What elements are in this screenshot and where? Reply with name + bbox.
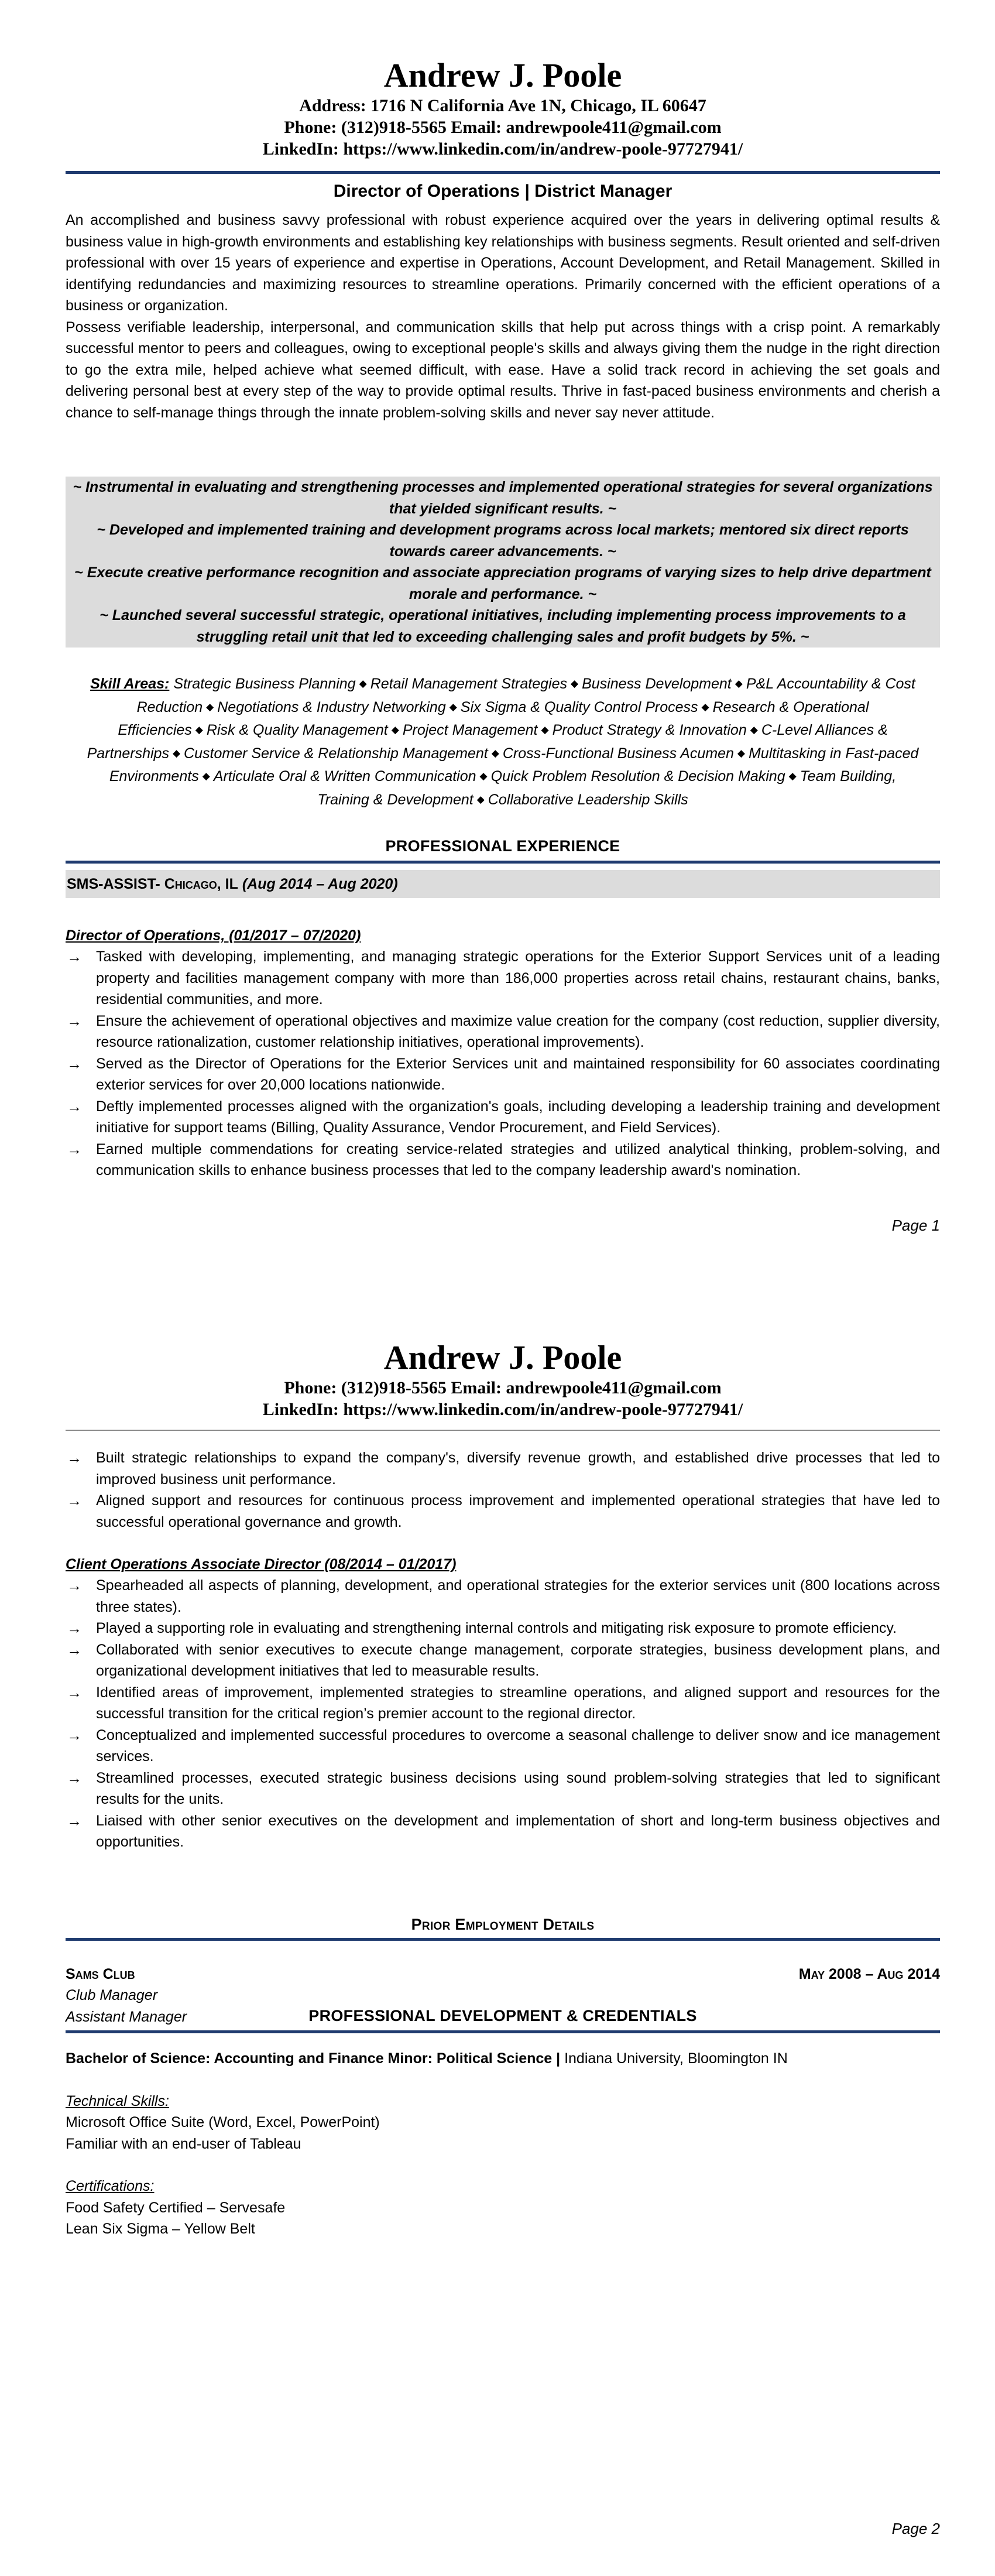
arrow-bullet-icon: →: [67, 1726, 82, 1744]
skill-item: Risk & Quality Management: [206, 722, 388, 738]
prior-employer: Sams Club: [66, 1966, 135, 1982]
diamond-bullet-icon: ◆: [206, 701, 214, 712]
list-item: → Played a supporting role in evaluating and strengthening internal controls and mitigating risk exposure to promote efficiency.: [66, 1618, 940, 1639]
role-title: Director of Operations, (01/2017 – 07/2020): [66, 927, 361, 944]
highlight-item: ~ Developed and implemented training and development programs across local markets; mentored six direct reports towards career advancements. ~: [97, 522, 909, 560]
skill-item: Project Management: [402, 722, 538, 738]
skill-item: Strategic Business Planning: [173, 676, 356, 692]
highlights-box: [66, 477, 940, 648]
technical-skill-item: Familiar with an end-user of Tableau: [66, 2135, 301, 2152]
diamond-bullet-icon: ◆: [788, 770, 797, 782]
prior-employment-block: [66, 1964, 940, 1985]
header-divider: [66, 171, 940, 174]
experience-divider: [66, 861, 940, 864]
diamond-bullet-icon: ◆: [750, 724, 758, 735]
diamond-bullet-icon: ◆: [491, 747, 499, 759]
diamond-bullet-icon: ◆: [195, 724, 203, 735]
summary-paragraph: Possess verifiable leadership, interpersonal, and communication skills that help put across things with a crisp point. A remarkably successful mentor to peers and colleagues, owing to exceptional people's skills and always giving them the nudge in the right direction to go the extra mile, helped achieve what seemed difficult, with ease. Have a solid track record in achieving the set goals and delivering personal best at every step of the way to provide optimal results. Thrive in fast-paced business environments and cherish a chance to self-manage things through the innate problem-solving skills and never say never attitude.: [66, 318, 940, 421]
degree-school: Indiana University, Bloomington IN: [560, 2050, 788, 2067]
prior-dates: May 2008 – Aug 2014: [798, 1966, 940, 1982]
certifications-label: Certifications:: [66, 2178, 155, 2194]
role-bullets: [66, 1575, 940, 1853]
phone-email-line: Phone: (312)918-5565 Email: andrewpoole411@gmail.com: [284, 1378, 722, 1397]
development-block: [66, 2048, 940, 2240]
role-title: Client Operations Associate Director (08/2014 – 01/2017): [66, 1556, 457, 1573]
phone-email-line: Phone: (312)918-5565 Email: andrewpoole411@gmail.com: [284, 118, 722, 137]
skill-item: Cross-Functional Business Acumen: [502, 745, 734, 762]
prior-employment-title: Prior Employment Details: [411, 1916, 595, 1933]
certification-item: Food Safety Certified – Servesafe: [66, 2199, 286, 2216]
diamond-bullet-icon: ◆: [391, 724, 399, 735]
list-item: → Collaborated with senior executives to execute change management, corporate strategies, business development plans, and organizational development initiatives that led to measurable results.: [66, 1639, 940, 1682]
list-item: → Identified areas of improvement, implemented strategies to streamline operations, and aligned support and resources for the successful transition for the critical region’s premier account to the regional director.: [66, 1682, 940, 1725]
arrow-bullet-icon: →: [67, 1811, 82, 1830]
arrow-bullet-icon: →: [67, 1449, 82, 1467]
development-title: PROFESSIONAL DEVELOPMENT & CREDENTIALS: [308, 2007, 697, 2025]
company-dates: (Aug 2014 – Aug 2020): [242, 876, 398, 892]
company-bar: [66, 870, 940, 898]
skill-item: Multitasking in Fast-paced Environments: [109, 745, 919, 785]
arrow-bullet-icon: →: [67, 1769, 82, 1787]
certification-item: Lean Six Sigma – Yellow Belt: [66, 2221, 255, 2237]
skill-item: P&L Accountability & Cost Reduction: [136, 676, 915, 715]
skill-item: Negotiations & Industry Networking: [217, 698, 446, 715]
technical-skills-label: Technical Skills:: [66, 2092, 169, 2109]
list-item: → Conceptualized and implemented successful procedures to overcome a seasonal challenge to deliver snow and ice management services.: [66, 1725, 940, 1767]
skill-item: Product Strategy & Innovation: [552, 722, 747, 738]
list-item: → Streamlined processes, executed strategic business decisions using sound problem-solving strategies that led to significant results for the units.: [66, 1767, 940, 1810]
diamond-bullet-icon: ◆: [476, 793, 485, 805]
diamond-bullet-icon: ◆: [172, 747, 181, 759]
skill-areas-label: Skill Areas:: [90, 676, 170, 692]
skill-item: Research & Operational Efficiencies: [118, 698, 869, 738]
list-item: → Earned multiple commendations for creating service-related strategies and utilized analytical thinking, problem-solving, and communication skills to enhance business processes that led to the company leadership award's nomination.: [66, 1139, 940, 1181]
diamond-bullet-icon: ◆: [735, 678, 743, 689]
diamond-bullet-icon: ◆: [449, 701, 457, 712]
diamond-bullet-icon: ◆: [479, 770, 488, 782]
page-number: Page 2: [891, 2520, 940, 2537]
list-item: → Served as the Director of Operations for the Exterior Services unit and maintained responsibility for 60 associates coordinating exterior services for over 20,000 locations nationwide.: [66, 1053, 940, 1096]
development-divider: [66, 2030, 940, 2033]
list-item: → Spearheaded all aspects of planning, development, and operational strategies for the exterior services unit (800 locations across three states).: [66, 1575, 940, 1618]
degree-title: Bachelor of Science: Accounting and Finance Minor: Political Science |: [66, 2050, 561, 2067]
resume-page-2: [0, 1288, 995, 2576]
diamond-bullet-icon: ◆: [359, 678, 367, 689]
diamond-bullet-icon: ◆: [737, 747, 745, 759]
skill-item: Customer Service & Relationship Management: [184, 745, 488, 762]
arrow-bullet-icon: →: [67, 1683, 82, 1701]
candidate-name: Andrew J. Poole: [383, 1338, 622, 1376]
prior-role: Club Manager: [66, 1987, 158, 2003]
prior-employment-divider: [66, 1938, 940, 1941]
header-block: [66, 1340, 940, 1420]
arrow-bullet-icon: →: [67, 1492, 82, 1509]
header-block: [66, 57, 940, 160]
highlight-item: ~ Instrumental in evaluating and strengthening processes and implemented operational strategies for several organizations that yielded significant results. ~: [73, 479, 933, 517]
page-number: Page 1: [891, 1217, 940, 1234]
candidate-name: Andrew J. Poole: [383, 56, 622, 94]
skill-item: Business Development: [582, 676, 732, 692]
role-bullets-continued: [66, 1447, 940, 1533]
role-bullets: [66, 946, 940, 1181]
header-divider: [66, 1430, 940, 1431]
highlight-item: ~ Launched several successful strategic, operational initiatives, including implementing process improvements to a struggling retail unit that led to exceeding challenging sales and profit budgets by 5%. ~: [100, 607, 906, 645]
technical-skill-item: Microsoft Office Suite (Word, Excel, PowerPoint): [66, 2114, 380, 2130]
address-line: Address: 1716 N California Ave 1N, Chicago, IL 60647: [299, 96, 706, 115]
skill-item: C-Level Alliances & Partnerships: [87, 722, 888, 762]
arrow-bullet-icon: →: [67, 1619, 82, 1637]
skill-areas: [82, 673, 924, 812]
list-item: → Aligned support and resources for continuous process improvement and implemented operational strategies that have led to successful operational governance and growth.: [66, 1490, 940, 1533]
highlight-item: ~ Execute creative performance recognition and associate appreciation programs of varying sizes to help drive department morale and performance. ~: [74, 564, 931, 602]
diamond-bullet-icon: ◆: [541, 724, 549, 735]
summary-section: [66, 210, 940, 423]
company-location: Chicago, IL: [160, 876, 238, 892]
linkedin-line: LinkedIn: https://www.linkedin.com/in/andrew-poole-97727941/: [262, 1400, 743, 1419]
experience-title: PROFESSIONAL EXPERIENCE: [385, 837, 620, 855]
arrow-bullet-icon: →: [67, 1140, 82, 1158]
headline: Director of Operations | District Manager: [333, 181, 673, 201]
diamond-bullet-icon: ◆: [202, 770, 210, 782]
list-item: → Tasked with developing, implementing, and managing strategic operations for the Exterior Support Services unit of a leading property and facilities management company with more than 186,000 properties across retail chains, restaurant chains, banks, residential communities, and more.: [66, 946, 940, 1010]
arrow-bullet-icon: →: [67, 948, 82, 965]
skill-item: Quick Problem Resolution & Decision Making: [490, 768, 785, 785]
skill-item: Six Sigma & Quality Control Process: [460, 698, 698, 715]
arrow-bullet-icon: →: [67, 1012, 82, 1030]
skill-item: Team Building, Training & Development: [317, 768, 897, 808]
list-item: → Built strategic relationships to expand the company's, diversify revenue growth, and established drive processes that led to improved business unit performance.: [66, 1447, 940, 1490]
arrow-bullet-icon: →: [67, 1054, 82, 1073]
summary-paragraph: An accomplished and business savvy professional with robust experience acquired over the years in delivering optimal results & business value in high-growth environments and establishing key relationships with business segments. Result oriented and self-driven professional with over 15 years of experience and expertise in Operations, Account Development, and Retail Management. Skilled in identifying redundancies and maximizing resources to streamline operations. Primarily concerned with the efficient operations of a business or organization.: [66, 212, 940, 314]
company-name: SMS-ASSIST-: [67, 876, 160, 892]
skill-item: Articulate Oral & Written Communication: [213, 768, 476, 785]
diamond-bullet-icon: ◆: [570, 678, 579, 689]
list-item: → Deftly implemented processes aligned with the organization's goals, including developing a leadership training and development initiative for support teams (Billing, Quality Assurance, Vendor Procurement, and Field Services).: [66, 1096, 940, 1139]
arrow-bullet-icon: →: [67, 1577, 82, 1594]
arrow-bullet-icon: →: [67, 1640, 82, 1659]
list-item: → Ensure the achievement of operational objectives and maximize value creation for the company (cost reduction, supplier diversity, resource rationalization, customer relationship initiatives, operational improvements).: [66, 1010, 940, 1053]
arrow-bullet-icon: →: [67, 1097, 82, 1115]
skill-item: Retail Management Strategies: [370, 676, 567, 692]
diamond-bullet-icon: ◆: [701, 701, 709, 712]
prior-role: Assistant Manager: [66, 2008, 187, 2025]
list-item: → Liaised with other senior executives on the development and implementation of short and long-term business objectives and opportunities.: [66, 1810, 940, 1853]
skill-item: Collaborative Leadership Skills: [488, 791, 688, 808]
linkedin-line: LinkedIn: https://www.linkedin.com/in/andrew-poole-97727941/: [262, 139, 743, 159]
